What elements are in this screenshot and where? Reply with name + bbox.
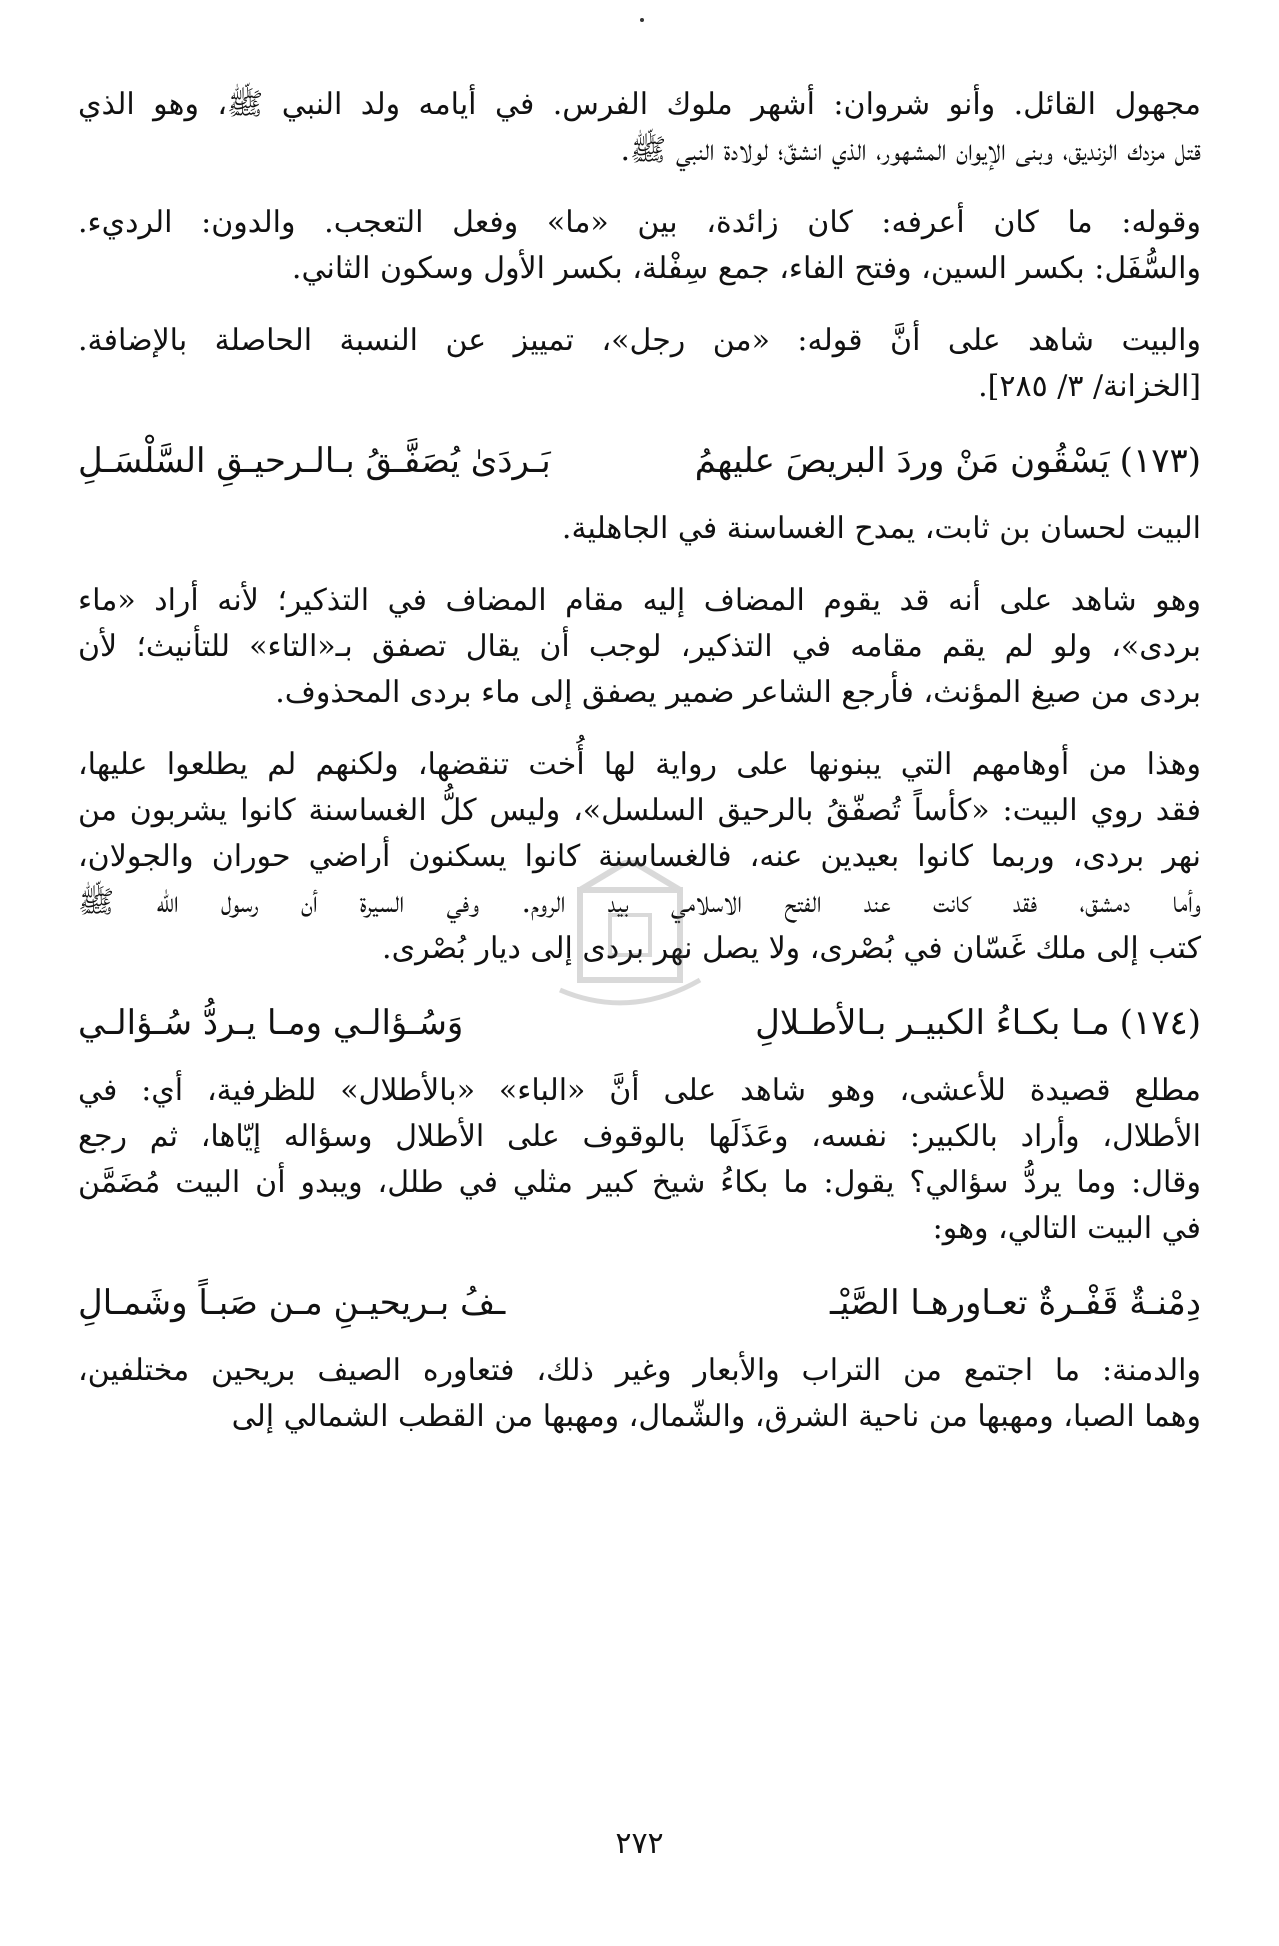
text-line: كتب إلى ملك غَسّان في بُصْرى، ولا يصل نهر بردى إلى ديار بُصْرى. [382,931,1201,966]
verse-first-text: دِمْنـةٌ قَفْـرةٌ تعـاورهـا الصَّيْـ [830,1283,1201,1323]
verse-first-hemistich [755,998,1201,1048]
text-line: [الخزانة/ ٣/ ٢٨٥]. [978,369,1201,404]
text-line: وهما الصبا، ومهبها من ناحية الشرق، والشّمال، ومهبها من القطب الشمالي إلى [231,1399,1201,1434]
text-line: والبيت شاهد على أنَّ قوله: «من رجل»، تمييز عن النسبة الحاصلة بالإضافة. [78,323,1201,358]
verse-second-hemistich: ـفُ بـريحيـنِ مـن صَبـاً وشَمـالِ [78,1283,506,1323]
text-line: وأما دمشق، فقد كانت عند الفتح الاسلامي بيد الروم. وفي السيرة أن رسول الله ﷺ [78,885,1201,920]
verse-number: (١٧٣) [1119,441,1201,481]
verse-number: (١٧٤) [1119,1003,1201,1043]
text-line: والدمنة: ما اجتمع من التراب والأبعار وغير ذلك، فتعاوره الصيف بريحين مختلفين، [78,1353,1201,1388]
page-number: ٢٧٢ [615,1826,664,1861]
text-line: مطلع قصيدة للأعشى، وهو شاهد على أنَّ «الباء» «بالأطلال» للظرفية، أي: في [78,1073,1201,1108]
poetry-verse [78,998,1201,1048]
paragraph [78,742,1201,972]
paragraph [78,1068,1201,1252]
text-line: مجهول القائل. وأنو شروان: أشهر ملوك الفرس. في أيامه ولد النبي ﷺ، وهو الذي [78,87,1201,122]
ink-dot [640,18,644,22]
text-line: فقد روي البيت: «كأساً تُصفّقُ بالرحيق السلسل»، وليس كلُّ الغساسنة كانوا يشربون من [78,793,1201,828]
poetry-verse [78,1278,1201,1328]
paragraph [78,318,1201,410]
text-line: وقوله: ما كان أعرفه: كان زائدة، بين «ما» وفعل التعجب. والدون: الرديء. [78,205,1201,240]
verse-first-text: مـا بكـاءُ الكبيـر بـالأطـلالِ [755,1003,1110,1043]
text-line: في البيت التالي، وهو: [932,1211,1201,1246]
text-line: الأطلال، وأراد بالكبير: نفسه، وعَذَلَها بالوقوف على الأطلال وسؤاله إيّاها، ثم رجع [78,1119,1201,1154]
poetry-verse [78,436,1201,486]
text-line: وهو شاهد على أنه قد يقوم المضاف إليه مقام المضاف في التذكير؛ لأنه أراد «ماء [78,583,1201,618]
text-line: وقال: وما يردُّ سؤالي؟ يقول: ما بكاءُ شيخ كبير مثلي في طلل، ويبدو أن البيت مُضَمَّن [78,1165,1201,1200]
text-line: والسُّفَل: بكسر السين، وفتح الفاء، جمع سِفْلة، بكسر الأول وسكون الثاني. [291,251,1201,286]
paragraph [78,82,1201,174]
paragraph [78,578,1201,716]
verse-first-hemistich [695,436,1201,486]
paragraph [78,1348,1201,1440]
text-line: قتل مزدك الزنديق، وبنى الإيوان المشهور، الذي انشقّ؛ لولادة النبي ﷺ. [620,133,1201,168]
paragraph [78,200,1201,292]
text-line: بردى»، ولو لم يقم مقامه في التذكير، لوجب أن يقال تصفق بـ«التاء» للتأنيث؛ لأن [78,629,1201,664]
page-body [78,82,1201,1440]
text-line: البيت لحسان بن ثابت، يمدح الغساسنة في الجاهلية. [561,511,1201,546]
verse-second-hemistich: وَسُـؤالـي ومـا يـردُّ سُـؤالـي [78,1003,464,1043]
paragraph [78,506,1201,552]
verse-first-hemistich [830,1278,1201,1328]
text-line: نهر بردى، وربما كانوا بعيدين عنه، فالغساسنة كانوا يسكنون أراضي حوران والجولان، [78,839,1201,874]
verse-first-text: يَسْقُون مَنْ وردَ البريصَ عليهمُ [694,441,1110,481]
text-line: بردى من صيغ المؤنث، فأرجع الشاعر ضمير يصفق إلى ماء بردى المحذوف. [275,675,1201,710]
verse-second-hemistich: بَـردَىٰ يُصَفَّـقُ بـالـرحيـقِ السَّلْسَـلِ [78,441,551,481]
text-line: وهذا من أوهامهم التي يبنونها على رواية لها أُخت تنقضها، ولكنهم لم يطلعوا عليها، [78,747,1201,782]
